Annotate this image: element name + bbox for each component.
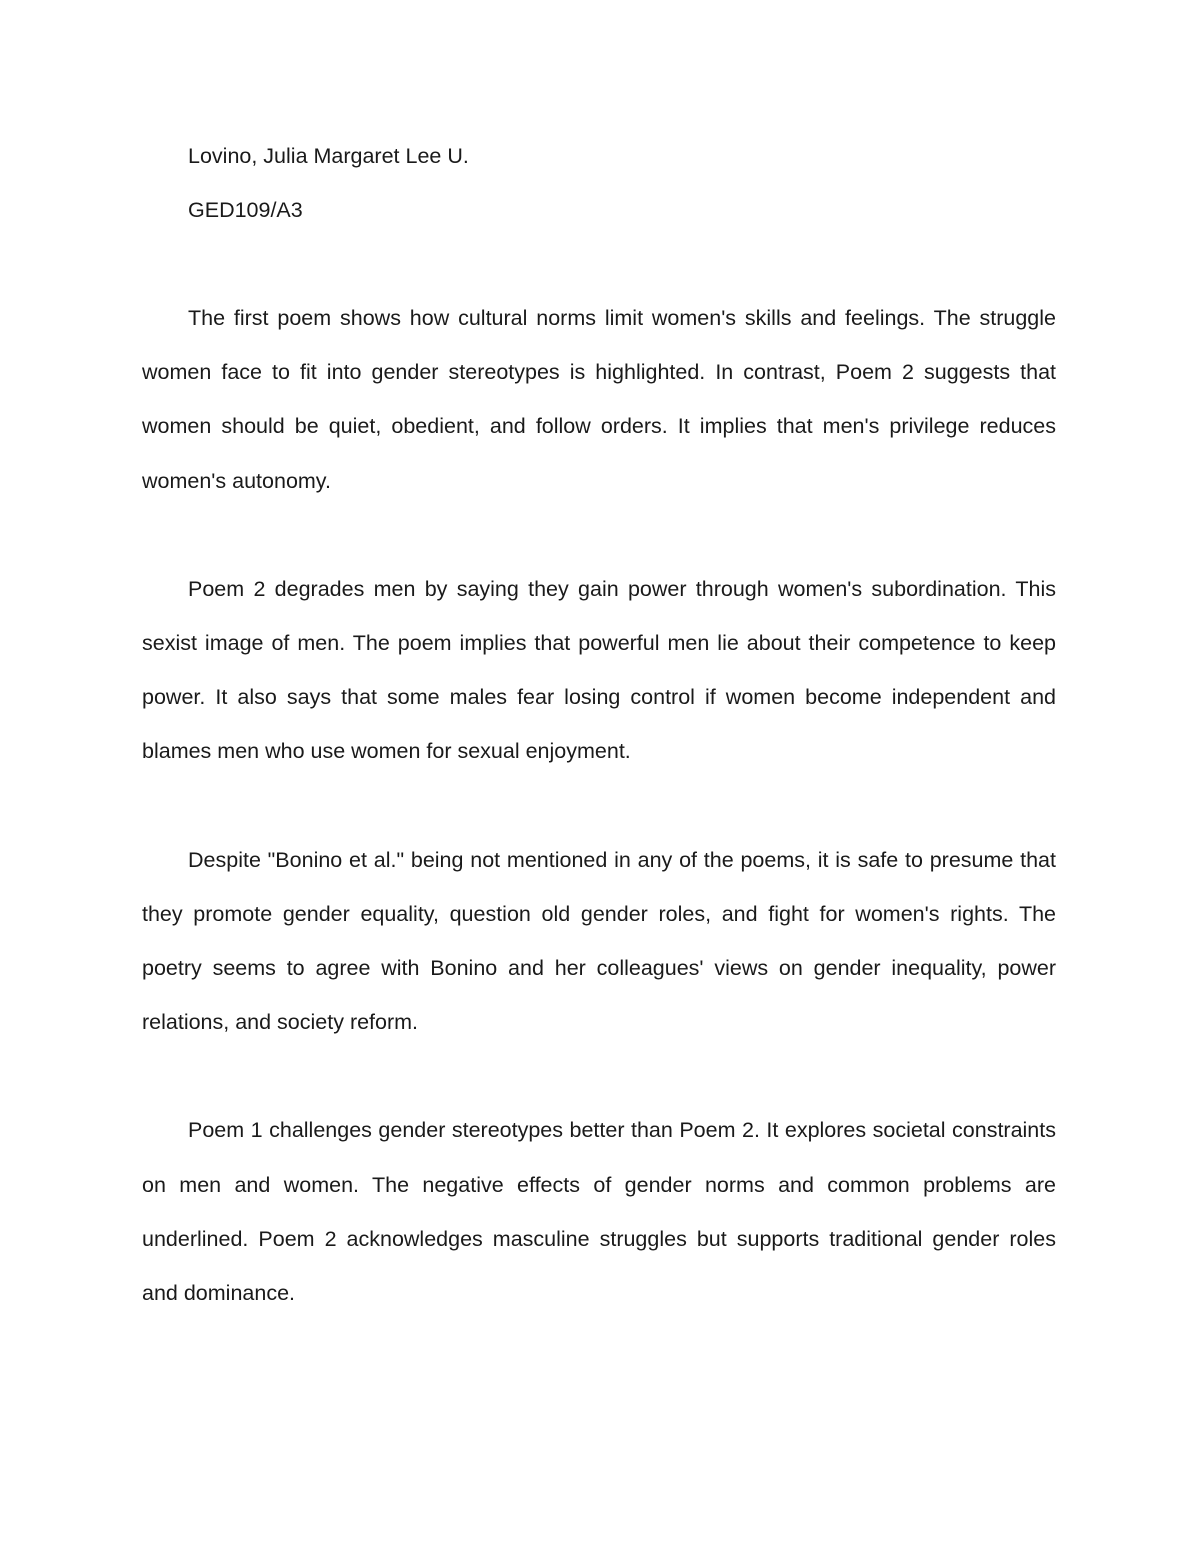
- paragraph-3: Despite "Bonino et al." being not mentioned in any of the poems, it is safe to presume that they promote gender equality, question old gender roles, and fight for women's rights. The poetry seems to agree with Bonino and her colleagues' views on gender inequality, power relations, and society reform.: [142, 847, 1056, 1035]
- paragraph-1: The first poem shows how cultural norms limit women's skills and feelings. The struggle women face to fit into gender stereotypes is highlighted. In contrast, Poem 2 suggests that women should be quiet, obedient, and follow orders. It implies that men's privilege reduces women's autonomy.: [142, 306, 1056, 493]
- student-name: Lovino, Julia Margaret Lee U.: [188, 144, 469, 168]
- paragraph-2: Poem 2 degrades men by saying they gain power through women's subordination. This sexist image of men. The poem implies that powerful men lie about their competence to keep power. It also says that some males fear losing control if women become independent and blames men who use women for sexual enjoyment.: [142, 576, 1056, 764]
- course-code: GED109/A3: [188, 198, 303, 222]
- document-body: [142, 129, 1056, 1320]
- paragraph-4: Poem 1 challenges gender stereotypes better than Poem 2. It explores societal constraints on men and women. The negative effects of gender norms and common problems are underlined. Poem 2 acknowledges masculine struggles but supports traditional gender roles and dominance.: [142, 1118, 1056, 1306]
